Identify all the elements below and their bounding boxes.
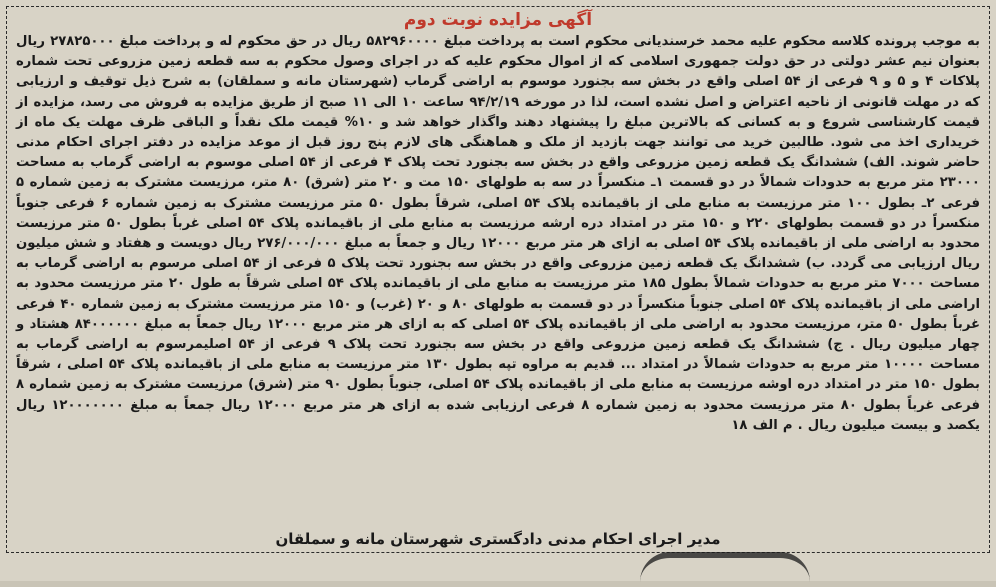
notice-body: به موجب پرونده کلاسه محکوم علیه محمد خرسندیانی محکوم است به پرداخت مبلغ ۵۸۲۹۶۰۰۰۰ ریال در حق محکوم له و پرداخت مبلغ ۲۷۸۲۵۰۰۰ ریال بعنوان نیم عشر دولتی در حق دولت جمهوری اسلامی که از اموال محکوم علیه که در اجرای وصول محکوم به سه قطعه زمین مزروعی تحت شماره پلاکات ۴ و ۵ و ۹ فرعی از ۵۴ اصلی واقع در بخش سه بجنورد موسوم به اراضی گرماب (شهرستان مانه و سملقان) به شرح ذیل توقیف و ارزیابی که در مهلت قانونی از ناحیه اعتراض و اصل نشده است، لذا در مورخه ۹۴/۲/۱۹ ساعت ۱۰ الی ۱۱ صبح از طریق مزایده به فروش می رسد، مزایده از قیمت کارشناسی شروع و به کسانی که بالاترین مبلغ را پیشنهاد دهند واگذار خواهد شد و ۱۰% قیمت ملک نقداً و الباقی ظرف مهلت یک ماه از خریداری اخذ می شود. طالبین خرید می توانند جهت بازدید از ملک و هماهنگی های لازم پنج روز قبل از موعد مزایده در دفتر اجرای احکام مدنی حاضر شوند. الف) ششدانگ یک قطعه زمین مزروعی واقع در بخش سه بجنورد تحت پلاک ۴ فرعی از ۵۴ اصلی موسوم به اراضی گرماب به مساحت ۲۳۰۰۰ متر مربع به حدودات شمالاً در دو قسمت ۱ـ منکسراً در سه به طولهای ۱۵۰ مت و ۲۰ متر (شرق) ۸۰ متر، مرزیست مشترک به زمین شماره ۵ فرعی ۲ـ بطول ۱۰۰ متر مرزیست به منابع ملی از باقیمانده پلاک ۵۴ اصلی، شرقاً بطول ۵۰ متر مرزیست مشترک به زمین شماره ۶ فرعی جنوباً منکسراً در دو قسمت بطولهای ۲۲۰ و ۱۵۰ متر در امتداد دره ارشه مرزیست به منابع ملی از باقیمانده پلاک ۵۴ اصلی غرباً بطول ۵۰ متر مرزیست محدود به اراضی ملی از باقیمانده پلاک ۵۴ اصلی به ازای هر متر مربع ۱۲۰۰۰ ریال و جمعاً به مبلغ ۲۷۶/۰۰۰/۰۰۰ ریال دویست و هفتاد و شش میلیون ریال ارزیابی می گردد. ب) ششدانگ یک قطعه زمین مزروعی واقع در بخش سه بجنورد تحت پلاک ۵ فرعی از ۵۴ اصلی مرسوم به اراضی گرماب به مساحت ۷۰۰۰ متر مربع به حدودات شمالاً بطول ۱۸۵ متر مرزیست به منابع ملی از باقیمانده پلاک ۵۴ اصلی شرقاً به طول ۲۰ متر مرزیست محدود به اراضی ملی از باقیمانده پلاک ۵۴ اصلی جنوباً منکسراً در دو قسمت به طولهای ۸۰ و ۲۰ (غرب) و ۱۵۰ متر مرزیست مشترک به زمین شماره ۴۰ فرعی غرباً بطول ۵۰ متر، مرزیست محدود به اراضی ملی از باقیمانده پلاک ۵۴ اصلی که به ازای هر متر مربع ۱۲۰۰۰ ریال جمعاً به مبلغ ۸۴۰۰۰۰۰۰ هشتاد و چهار میلیون ریال . ج) ششدانگ یک قطعه زمین مزروعی واقع در بخش سه بجنورد تحت پلاک ۹ فرعی از ۵۴ اصلیمرسوم به اراضی گرماب به مساحت ۱۰۰۰۰ متر مربع به حدودات شمالاً در امتداد ... قدیم به مراوه تپه بطول ۱۳۰ متر مرزیست به منابع ملی از باقیمانده پلاک ۵۴ اصلی ، شرقاً بطول ۱۵۰ متر در امتداد دره اوشه مرزیست به منابع ملی از باقیمانده پلاک ۵۴ اصلی، جنوباً بطول ۹۰ متر (شرق) مرزیست مشترک به زمین شماره ۸ فرعی غرباً بطول ۸۰ متر مرزیست محدود به زمین شماره ۸ فرعی ارزیابی شده به ازای هر متر مربع ۱۲۰۰۰ ریال جمعاً به مبلغ ۱۲۰۰۰۰۰۰۰ ریال یکصد و بیست میلیون ریال . م الف ۱۸ <box>16 34 981 433</box>
bottom-graphic-fragment <box>640 552 810 587</box>
notice-signature: مدیر اجرای احکام مدنی دادگستری شهرستان مانه و سملقان <box>275 530 721 548</box>
notice-title: آگهی مزایده نوبت دوم <box>403 10 593 30</box>
